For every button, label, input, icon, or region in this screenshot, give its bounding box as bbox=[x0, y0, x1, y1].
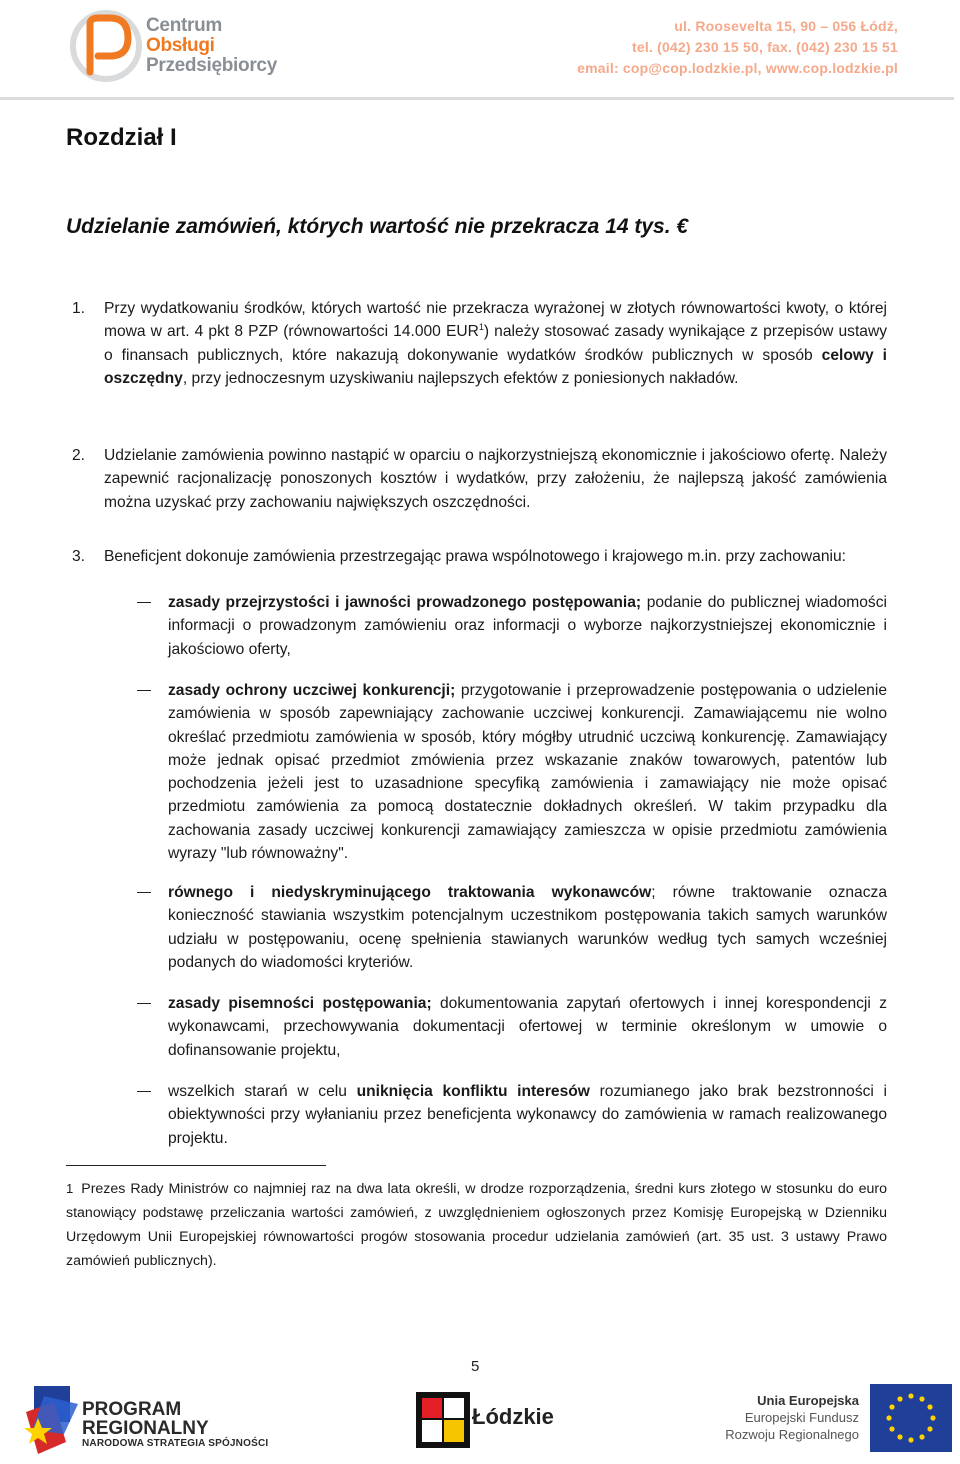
paragraph-3: Beneficjent dokonuje zamówienia przestrzegając prawa wspólnotowego i krajowego m.in. przy zachowaniu: bbox=[104, 548, 846, 565]
paragraph-number-1: 1. bbox=[72, 300, 86, 317]
bullet-4-bold: zasady pisemności postępowania; bbox=[168, 995, 432, 1012]
bullet-dash-3 bbox=[137, 892, 151, 893]
paragraph-1 bbox=[104, 297, 887, 390]
cop-logo-icon bbox=[70, 8, 144, 83]
paragraph-number-2: 2. bbox=[72, 447, 86, 464]
bullet-5-pre: wszelkich starań w celu bbox=[168, 1083, 357, 1100]
chapter-title: Rozdział I bbox=[66, 124, 177, 151]
bullet-item-2 bbox=[168, 679, 887, 865]
lodzkie-icon bbox=[416, 1392, 470, 1448]
eu-logo bbox=[724, 1382, 952, 1458]
program-regionalny-icon bbox=[24, 1382, 80, 1458]
lodzkie-logo bbox=[416, 1382, 566, 1458]
bullet-dash-2 bbox=[137, 690, 151, 691]
program-line1: PROGRAM bbox=[82, 1399, 182, 1420]
bullet-item-3 bbox=[168, 881, 887, 974]
lodzkie-label: Łódzkie bbox=[472, 1404, 554, 1429]
paragraph-1-text-c: , przy jednoczesnym uzyskiwaniu najlepszych efektów z poniesionych nakładów. bbox=[182, 369, 739, 387]
paragraph-1-bold: celowy i oszczędny bbox=[104, 346, 887, 387]
header-email[interactable]: email: cop@cop.lodzkie.pl, www.cop.lodzkie.pl bbox=[577, 60, 898, 76]
eu-line2: Europejski Fundusz bbox=[744, 1410, 859, 1425]
footnote-ref[interactable]: 1 bbox=[478, 322, 484, 333]
bullet-dash-5 bbox=[137, 1091, 151, 1092]
paragraph-number-3: 3. bbox=[72, 548, 86, 565]
paragraph-2: Udzielanie zamówienia powinno nastąpić w oparciu o najkorzystniejszą ekonomicznie i jakościowo ofertę. Należy zapewnić racjonalizację ponoszonych kosztów i wydatków, przy założeniu, że najlepszą jakość zamówienia można uzyskać przy zachowaniu największych oszczędności. bbox=[104, 447, 887, 511]
footnote-text: Prezes Rady Ministrów co najmniej raz na dwa lata określi, w drodze rozporządzenia, średni kurs złotego w stosunku do euro stanowiący podstawę przeliczania wartości zamówień, z uwzględnieniem ogłoszonych przez Komisję Europejską w Dzienniku Urzędowym Unii Europejskiej równowartości progów stosowania procedur udzielania zamówień (art. 35 ust. 3 ustawy Prawo zamówień publicznych). bbox=[66, 1181, 887, 1269]
eu-line3: Rozwoju Regionalnego bbox=[725, 1427, 859, 1442]
page-header bbox=[0, 0, 960, 100]
bullet-1-bold: zasady przejrzystości i jawności prowadzonego postępowania; bbox=[168, 594, 642, 611]
header-divider bbox=[0, 97, 954, 100]
bullet-1-text: podanie do publicznej wiadomości informacji o prowadzonym zamówieniu oraz informacji o wyborze najkorzystniejszej ekonomicznie i jakościowo oferty, bbox=[168, 594, 887, 658]
bullet-item-4 bbox=[168, 992, 887, 1062]
paragraph-1-text-b: ) należy stosować zasady wynikające z przepisów ustawy o finansach publicznych, które nakazują dokonywanie wydatków środków publicznych w sposób bbox=[104, 323, 888, 364]
bullet-dash-1 bbox=[137, 602, 151, 603]
eu-flag-icon bbox=[870, 1384, 952, 1452]
bullet-item-1 bbox=[168, 591, 887, 661]
logo-line2: Obsługi bbox=[146, 35, 215, 56]
bullet-4-text: dokumentowania zapytań ofertowych i innej korespondencji z wykonawcami, przechowywania dokumentacji ofertowej w terminie określonym w umowie o dofinansowanie projektu, bbox=[168, 995, 887, 1059]
section-subtitle: Udzielanie zamówień, których wartość nie przekracza 14 tys. € bbox=[66, 215, 689, 238]
logo-line1: Centrum bbox=[146, 15, 223, 36]
header-address: ul. Roosevelta 15, 90 – 056 Łódź, bbox=[674, 18, 898, 34]
bullet-dash-4 bbox=[137, 1003, 151, 1004]
bullet-5-text: rozumianego jako brak bezstronności i obiektywności przy wyłanianiu przez beneficjenta wykonawcy do zamówienia w ramach realizowanego projektu. bbox=[168, 1083, 888, 1147]
eu-line1: Unia Europejska bbox=[757, 1393, 859, 1408]
bullet-2-text: przygotowanie i przeprowadzenie postępowania o udzielenie zamówienia w sposób zapewniający zachowanie uczciwej konkurencji. Zamawiającemu nie wolno określać przedmiotu zamówienia w sposób, który mógłby utrudnić uczciwą konkurencję. Zamawiający może jednak opisać przedmiot zmówienia przez wskazanie znaków towarowych, patentów lub pochodzenia jeżeli jest to uzasadnione specyfiką zamówienia i zamawiający nie może opisać przedmiotu zamówienia za pomocą dostatecznie dokładnych określeń. W takim przypadku dla zachowania zasady uczciwej konkurencji zamawiający zamieszcza w opisie przedmiotu zamówienia wyrazy "lub równoważny". bbox=[168, 682, 887, 863]
footnote-divider bbox=[66, 1165, 326, 1166]
footnote-number: 1 bbox=[66, 1181, 74, 1196]
header-contact bbox=[577, 16, 898, 79]
paragraph-1-text-a: Przy wydatkowaniu środków, których wartość nie przekracza wyrażonej w złotych równowartości kwoty, o której mowa w art. 4 pkt 8 PZP (równowartości 14.000 EUR bbox=[104, 300, 887, 341]
program-regionalny-logo bbox=[24, 1382, 274, 1458]
footnote bbox=[66, 1177, 887, 1273]
header-phone: tel. (042) 230 15 50, fax. (042) 230 15 51 bbox=[631, 39, 898, 55]
bullet-5-bold: uniknięcia konfliktu interesów bbox=[356, 1083, 590, 1100]
logo-line3: Przedsiębiorcy bbox=[146, 55, 277, 76]
program-line3: NARODOWA STRATEGIA SPÓJNOŚCI bbox=[82, 1438, 269, 1449]
bullet-3-text: ; równe traktowanie oznacza konieczność stawiania wszystkim potencjalnym uczestnikom postępowania takich samych warunków udziału w postępowaniu, ocenę spełnienia stawianych warunków według tych samych wcześniej podanych do wiadomości kryteriów. bbox=[168, 884, 887, 971]
program-line2: REGIONALNY bbox=[82, 1418, 209, 1439]
bullet-item-5 bbox=[168, 1080, 887, 1150]
bullet-3-bold: równego i niedyskryminującego traktowania wykonawców bbox=[168, 884, 652, 901]
cop-logo bbox=[70, 8, 277, 83]
page-number: 5 bbox=[471, 1358, 480, 1375]
bullet-2-bold: zasady ochrony uczciwej konkurencji; bbox=[168, 682, 456, 699]
